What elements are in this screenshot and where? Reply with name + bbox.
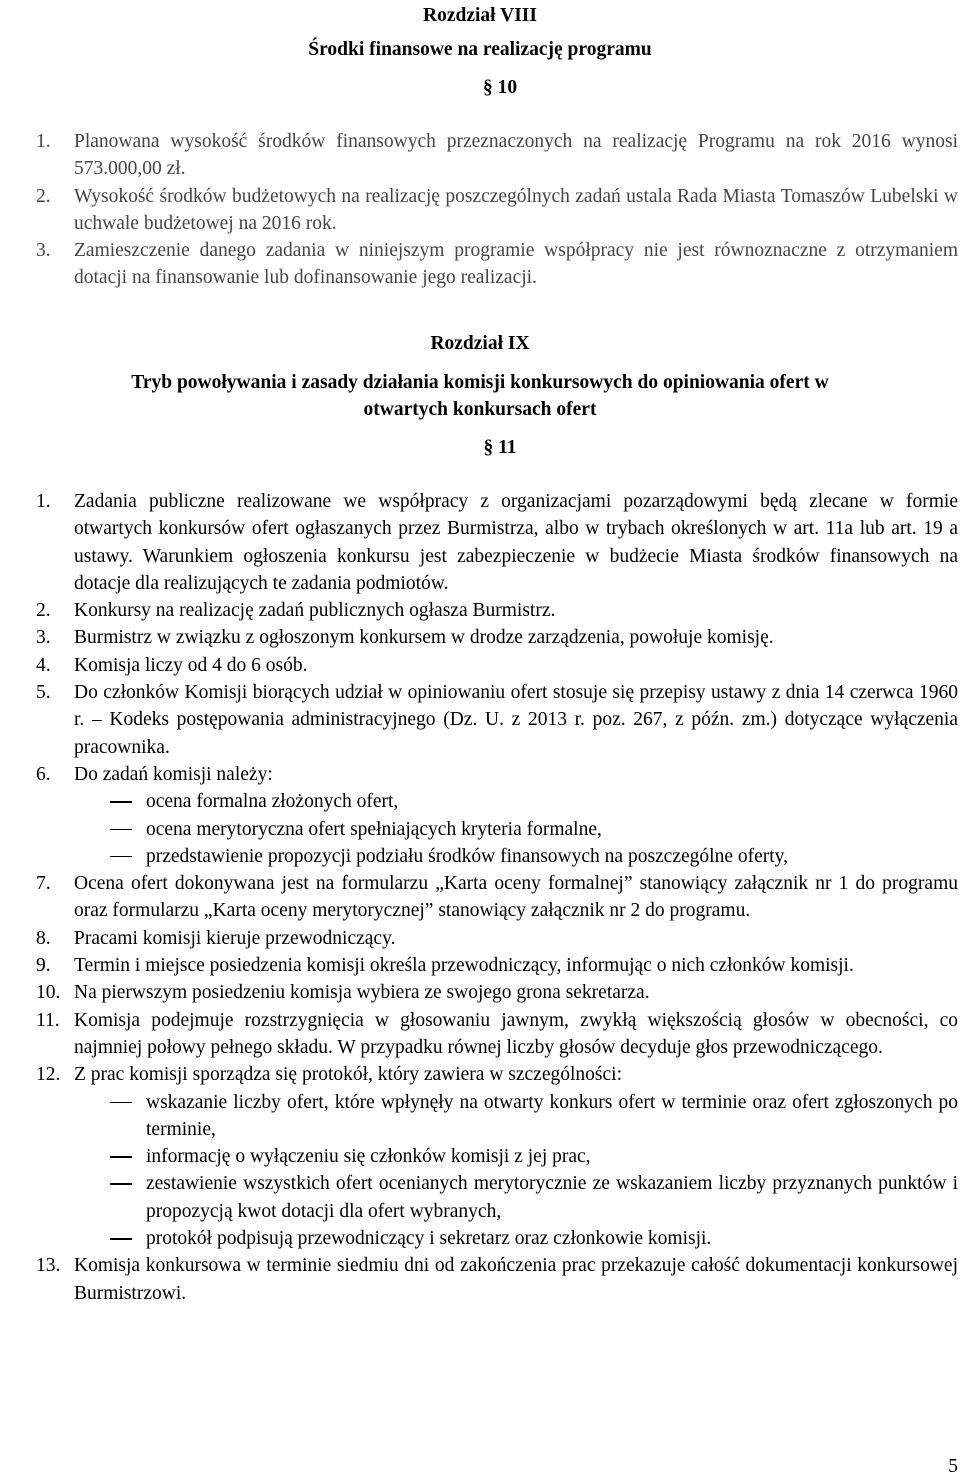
- list-item-number: 13.: [36, 1255, 61, 1277]
- list-item: [0, 652, 960, 679]
- list-item-text: Zamieszczenie danego zadania w niniejszym programie współpracy nie jest równoznaczne z otrzymaniem dotacji na finansowanie lub dofinansowanie jego realizacji.: [74, 240, 958, 289]
- list-item-number: 11.: [36, 1009, 60, 1031]
- list-item: [0, 597, 960, 624]
- list-item-number: 7.: [36, 873, 51, 895]
- list-item-number: 9.: [36, 955, 51, 977]
- list-item: [0, 679, 960, 761]
- list-item: [0, 128, 960, 183]
- sub-list-item-text: wskazanie liczby ofert, które wpłynęły na otwarty konkurs ofert w terminie oraz ofert zgłoszonych po terminie,: [146, 1091, 958, 1140]
- chapter-9-title: Rozdział IX: [430, 333, 530, 354]
- list-item: [0, 979, 960, 1006]
- sub-list-item-text: protokół podpisują przewodniczący i sekretarz oraz członkowie komisji.: [146, 1228, 712, 1250]
- list-item-text: Pracami komisji kieruje przewodniczący.: [74, 927, 396, 949]
- dash-bullet-icon: [110, 1143, 146, 1170]
- page-number: 5: [948, 1455, 958, 1477]
- list-item-text: Na pierwszym posiedzeniu komisja wybiera ze swojego grona sekretarza.: [74, 982, 650, 1004]
- list-item-number: 8.: [36, 927, 51, 949]
- list-item-number: 4.: [36, 654, 51, 676]
- list-item-text: Planowana wysokość środków finansowych przeznaczonych na realizację Programu na rok 2016 wynosi 573.000,00 zł.: [74, 131, 958, 180]
- sub-list-item: [0, 788, 960, 815]
- dash-bullet-icon: [110, 843, 146, 870]
- list-item-text: Termin i miejsce posiedzenia komisji określa przewodniczący, informując o nich członków komisji.: [74, 955, 854, 977]
- list-item-text: Do zadań komisji należy:: [74, 763, 273, 785]
- list-item-text: Do członków Komisji biorących udział w opiniowaniu ofert stosuje się przepisy ustawy z dnia 14 czerwca 1960 r. – Kodeks postępowania administracyjnego (Dz. U. z 2013 r. poz. 267, z późn. zm.) dotyczące wyłączenia pracownika.: [74, 682, 958, 758]
- sub-list-item-text: ocena formalna złożonych ofert,: [146, 791, 399, 813]
- dash-bullet-icon: [110, 1089, 146, 1116]
- sub-list-item: [0, 1170, 960, 1225]
- chapter-8-subtitle: Środki finansowe na realizację programu: [308, 39, 652, 60]
- list-item-number: 2.: [36, 600, 51, 622]
- dash-bullet-icon: [110, 1225, 146, 1252]
- list-item-number: 6.: [36, 763, 51, 785]
- list-item-number: 3.: [36, 240, 51, 262]
- sub-list-item: [0, 1225, 960, 1252]
- list-item-number: 2.: [36, 185, 51, 207]
- list-item-text: Komisja liczy od 4 do 6 osób.: [74, 654, 308, 676]
- chapter-8-list: [0, 128, 960, 292]
- list-item-number: 1.: [36, 491, 51, 512]
- list-item: [0, 488, 960, 597]
- chapter-9-subtitle-line-1: Tryb powoływania i zasady działania komisji konkursowych do opiniowania ofert w: [131, 372, 829, 393]
- list-item-number: 12.: [36, 1064, 61, 1086]
- sub-list-item: [0, 1143, 960, 1170]
- list-item: [0, 183, 960, 238]
- list-item: [0, 624, 960, 651]
- sub-list-item-text: informację o wyłączeniu się członków komisji z jej prac,: [146, 1146, 591, 1168]
- list-item-text: Burmistrz w związku z ogłoszonym konkursem w drodze zarządzenia, powołuje komisję.: [74, 627, 774, 649]
- dash-bullet-icon: [110, 788, 146, 815]
- list-item-number: 1.: [36, 131, 51, 152]
- list-item: [0, 925, 960, 952]
- sub-list-item-text: przedstawienie propozycji podziału środków finansowych na poszczególne oferty,: [146, 845, 789, 867]
- chapter-9-list: [0, 488, 960, 1307]
- sub-list-item: [0, 1089, 960, 1144]
- dash-bullet-icon: [110, 816, 146, 843]
- chapter-8-title: Rozdział VIII: [423, 5, 537, 26]
- chapter-9-subtitle-line-2: otwartych konkursach ofert: [363, 399, 597, 420]
- list-item-text: Komisja podejmuje rozstrzygnięcia w głosowaniu jawnym, zwykłą większością głosów w obecności, co najmniej połowy pełnego składu. W przypadku równej liczby głosów decyduje głos przewodniczącego.: [74, 1009, 958, 1058]
- list-item-number: 10.: [36, 982, 61, 1004]
- list-item-text: Wysokość środków budżetowych na realizację poszczególnych zadań ustala Rada Miasta Tomaszów Lubelski w uchwale budżetowej na 2016 rok.: [74, 185, 958, 234]
- sub-list-item-text: ocena merytoryczna ofert spełniających kryteria formalne,: [146, 818, 602, 840]
- list-item: [0, 952, 960, 979]
- list-item-text: Z prac komisji sporządza się protokół, który zawiera w szczególności:: [74, 1064, 622, 1086]
- dash-bullet-icon: [110, 1170, 146, 1197]
- list-item-number: 3.: [36, 627, 51, 649]
- list-item: [0, 1252, 960, 1307]
- list-item: [0, 237, 960, 292]
- paragraph-10-sign: § 10: [482, 77, 518, 98]
- list-item: [0, 1007, 960, 1062]
- sub-list-item: [0, 816, 960, 843]
- list-item-text: Konkursy na realizację zadań publicznych ogłasza Burmistrz.: [74, 600, 556, 622]
- list-item: [0, 1061, 960, 1088]
- list-item-text: Ocena ofert dokonywana jest na formularzu „Karta oceny formalnej” stanowiący załącznik nr 1 do programu oraz formularzu „Karta oceny merytorycznej” stanowiący załącznik nr 2 do programu.: [74, 873, 958, 922]
- paragraph-11-sign: § 11: [483, 437, 517, 458]
- list-item-text: Komisja konkursowa w terminie siedmiu dni od zakończenia prac przekazuje całość dokumentacji konkursowej Burmistrzowi.: [74, 1255, 958, 1304]
- sub-list-item: [0, 843, 960, 870]
- list-item: [0, 761, 960, 788]
- list-item-number: 5.: [36, 682, 51, 704]
- list-item: [0, 870, 960, 925]
- list-item-text: Zadania publiczne realizowane we współpracy z organizacjami pozarządowymi będą zlecane w formie otwartych konkursów ofert ogłaszanych przez Burmistrza, albo w trybach określonych w art. 11a lub art. 19 a ustawy. Warunkiem ogłoszenia konkursu jest zabezpieczenie w budżecie Miasta środków finansowych na dotacje dla realizujących te zadania podmiotów.: [74, 491, 958, 594]
- sub-list-item-text: zestawienie wszystkich ofert ocenianych merytorycznie ze wskazaniem liczby przyznanych punktów i propozycją kwot dotacji dla ofert wybranych,: [146, 1173, 958, 1222]
